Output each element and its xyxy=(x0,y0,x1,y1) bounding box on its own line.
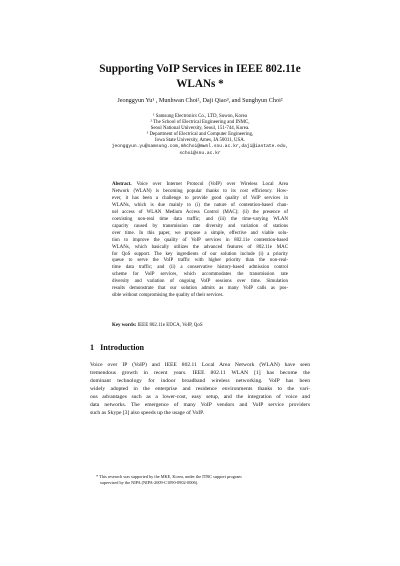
author-list: Jeonggyun Yu¹ , Munhwan Choi², Daji Qiao³, and Sunghyun Choi² xyxy=(117,97,283,104)
abstract-line: for QoS support. The key ingredients of our solution include (i) a priority xyxy=(112,251,288,257)
abstract-line: over time. In this paper, we propose a simple, effective and viable solu- xyxy=(112,230,288,236)
abstract-line: nel access of WLAN Medium Access Control (MAC); (ii) the presence of xyxy=(112,209,288,215)
abstract-line: WLANs, which basically utilizes the advanced features of 802.11e MAC xyxy=(112,244,288,250)
abstract-label: Abstract. xyxy=(112,182,132,187)
footnote-line: supervised by the NIPA (NIPA-2009-C1090-0902-0006). xyxy=(100,479,199,485)
affiliation-line: Iowa State University, Ames, IA 50011, USA. xyxy=(155,138,245,144)
abstract xyxy=(112,182,288,300)
abstract-line: results demonstrate that our solution admits as many VoIP calls as pos- xyxy=(112,286,288,292)
abstract-line: scheme for VoIP services, which accommodates the transmission rate xyxy=(112,272,288,278)
affiliation-line: ³ Department of Electrical and Computer Engineering, xyxy=(146,132,254,138)
title-line-2: WLANs * xyxy=(176,78,224,90)
abstract-line: coexisting non-real time data traffic; and (iii) the time-varying WLAN xyxy=(112,216,288,222)
section-heading xyxy=(90,343,144,353)
body-line: data networks. The emergence of many VoIP vendors and VoIP service providers xyxy=(90,402,310,409)
section-number: 1 xyxy=(90,343,95,352)
author-emails: jeonggyun.yu@samsung.com,mhchoi@mwnl.snu.ac.kr,daji@iastate.edu, xyxy=(111,144,289,150)
body-line: tremendous growth in recent years. IEEE 802.11 WLAN [1] has become the xyxy=(90,370,310,377)
affiliation-line: Seoul National University, Seoul, 151-744, Korea. xyxy=(150,126,250,132)
keywords-label: Key words: xyxy=(112,323,137,328)
introduction-paragraph xyxy=(90,361,310,417)
abstract-line: capacity caused by transmission rate diversity and variation of stations xyxy=(112,223,288,229)
body-line: such as Skype [3] also speeds up the usage of VoIP. xyxy=(90,410,204,417)
footnote-line: * This research was supported by the MKE, Korea, under the ITRC support program xyxy=(96,474,242,479)
body-line: dominant technology for indoor broadband wireless networking. VoIP has been xyxy=(90,378,310,385)
affiliations xyxy=(60,114,340,157)
abstract-line: time data traffic; and (ii) a conservative history-based admission control xyxy=(112,265,288,271)
abstract-line: tion to improve the quality of VoIP services in 802.11e contention-based xyxy=(112,237,288,243)
footnote xyxy=(90,474,310,486)
affiliation-line: ² The School of Electrical Engineering and INMC, xyxy=(150,120,250,126)
body-line: widely adopted in the enterprise and residence environments thanks to the vari- xyxy=(90,386,310,393)
author-emails: schoi@snu.ac.kr xyxy=(179,150,221,156)
abstract-line: Network (WLAN) is becoming popular thanks to its cost efficiency. How- xyxy=(112,188,288,194)
abstract-line: Voice over Internet Protocol (VoIP) over Wireless Local Area xyxy=(131,182,288,187)
body-line: Voice over IP (VoIP) and IEEE 802.11 Local Area Network (WLAN) have seen xyxy=(90,362,310,368)
abstract-line: diversity and variation of ongoing VoIP sessions over time. Simulation xyxy=(112,279,288,285)
paper-title xyxy=(60,62,340,92)
keywords-text: IEEE 802.11e EDCA, VoIP, QoS xyxy=(136,323,203,328)
title-line-1: Supporting VoIP Services in IEEE 802.11e xyxy=(99,63,301,75)
abstract-line: queue to serve the VoIP traffic with higher priority than the non-real- xyxy=(112,258,288,264)
affiliation-line: ¹ Samsung Electronics Co., LTD, Suwon, Korea xyxy=(153,114,247,119)
abstract-line: WLANs, which is due mainly to (i) the nature of contention-based chan- xyxy=(112,202,288,208)
abstract-line: sible without compromising the quality of their services. xyxy=(112,293,224,299)
body-line: ous advantages such as a lower-cost, easy setup, and the integration of voice and xyxy=(90,394,310,401)
section-title: Introduction xyxy=(100,343,145,352)
keywords xyxy=(112,322,288,329)
abstract-line: ever, it has been a challenge to provide good quality of VoIP services in xyxy=(112,195,288,201)
